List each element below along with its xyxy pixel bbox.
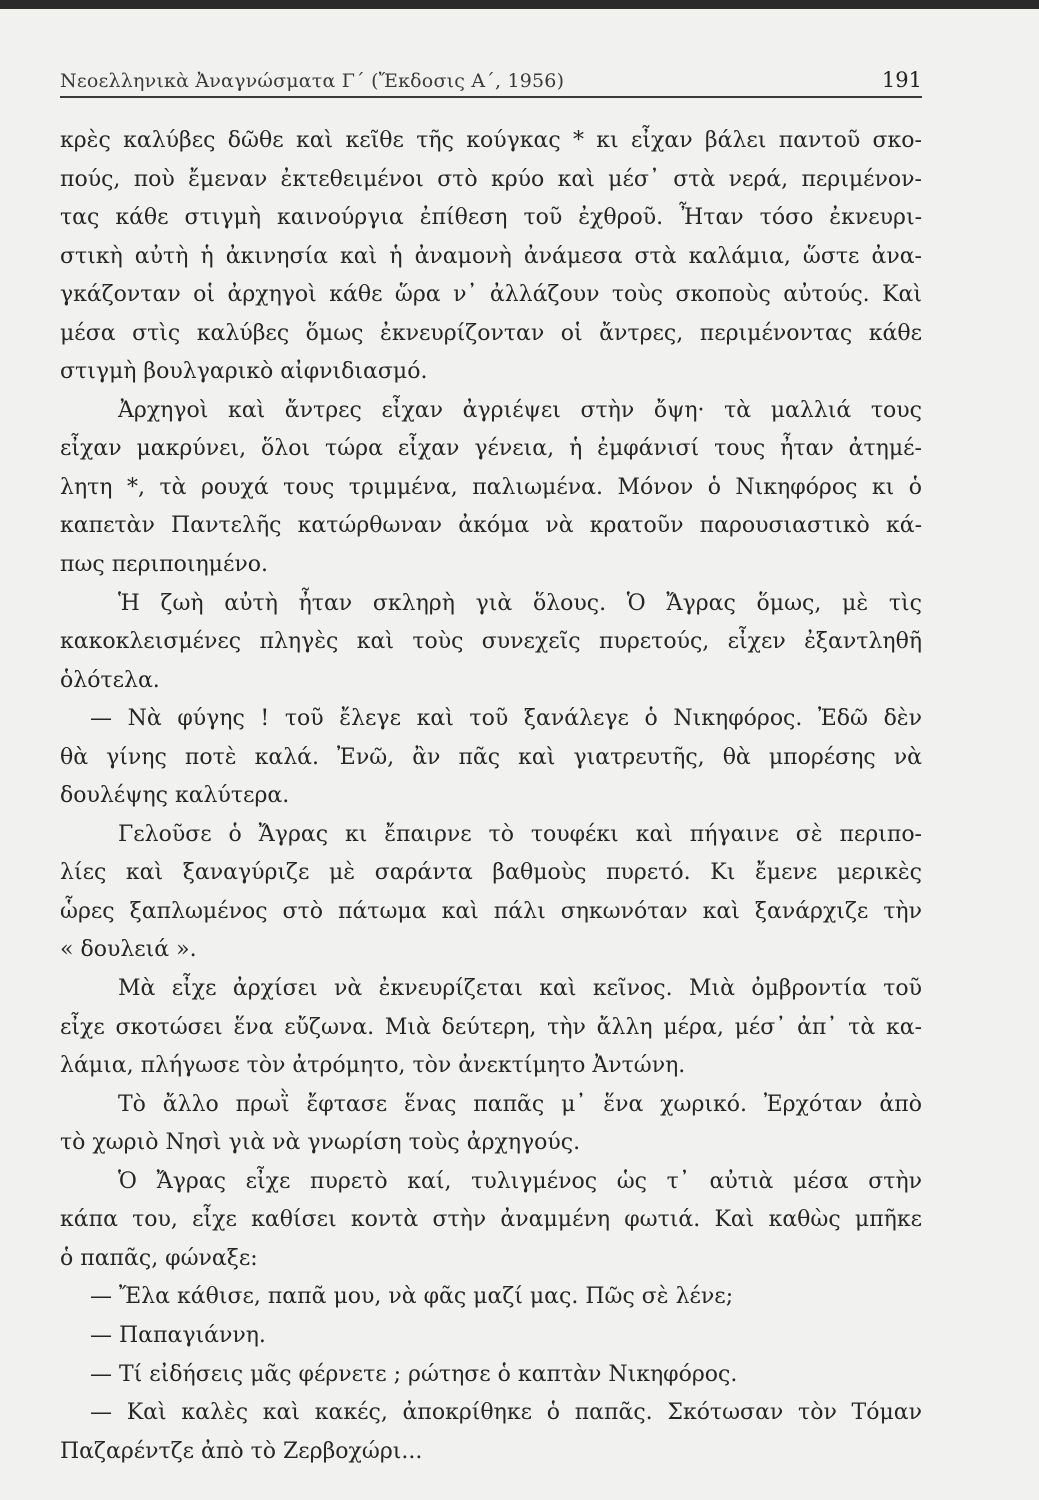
body-text xyxy=(60,122,922,1471)
page-header xyxy=(60,60,922,98)
running-title: Νεοελληνικὰ Ἀναγνώσματα Γ΄ (Ἔκδοσις Α΄, 1956) xyxy=(60,70,565,92)
text-line: λίες καὶ ξαναγύριζε μὲ σαράντα βαθμοὺς πυρετό. Κι ἔμενε μερικὲς xyxy=(60,860,922,886)
dialogue-line: — Τί εἰδήσεις μᾶς φέρνετε ; ρώτησε ὁ καπτὰν Νικηφόρος. xyxy=(90,1361,738,1387)
text-line: εἶχε σκοτώσει ἕνα εὔζωνα. Μιὰ δεύτερη, τὴν ἄλλη μέρα, μέσ᾿ ἀπ᾿ τὰ κα- xyxy=(60,1014,922,1040)
text-line: Ὁ Ἄγρας εἶχε πυρετὸ καί, τυλιγμένος ὡς τ᾿ αὐτιὰ μέσα στὴν xyxy=(118,1168,922,1194)
text-line: καπετὰν Παντελῆς κατώρθωναν ἀκόμα νὰ κρατοῦν παρουσιαστικὸ κά- xyxy=(60,513,922,539)
text-line: πως περιποιημένο. xyxy=(60,552,268,578)
text-line: Παζαρέντζε ἀπὸ τὸ Ζερβοχώρι... xyxy=(60,1438,423,1464)
text-line: κακοκλεισμένες πληγὲς καὶ τοὺς συνεχεῖς πυρετούς, εἶχεν ἐξαντληθῆ xyxy=(60,629,922,655)
text-line: ὁλότελα. xyxy=(60,667,160,693)
text-line: Γελοῦσε ὁ Ἄγρας κι ἔπαιρνε τὸ τουφέκι καὶ πήγαινε σὲ περιπο- xyxy=(118,821,922,847)
text-line: εἶχαν μακρύνει, ὅλοι τώρα εἶχαν γένεια, ἡ ἐμφάνισί τους ἦταν ἀτημέ- xyxy=(60,436,922,462)
text-line: τας κάθε στιγμὴ καινούργια ἐπίθεση τοῦ ἐχθροῦ. Ἦταν τόσο ἐκνευρι- xyxy=(60,205,922,231)
text-line: Μὰ εἶχε ἀρχίσει νὰ ἐκνευρίζεται καὶ κεῖνος. Μιὰ ὀμβροντία τοῦ xyxy=(118,976,922,1002)
text-line: ὧρες ξαπλωμένος στὸ πάτωμα καὶ πάλι σηκωνόταν καὶ ξανάρχιζε τὴν xyxy=(60,898,922,924)
text-line: Τὸ ἄλλο πρωῒ ἔφτασε ἕνας παπᾶς μ᾿ ἕνα χωρικό. Ἐρχόταν ἀπὸ xyxy=(118,1091,922,1117)
dialogue-line: — Νὰ φύγης ! τοῦ ἔλεγε καὶ τοῦ ξανάλεγε ὁ Νικηφόρος. Ἐδῶ δὲν xyxy=(90,706,922,732)
dialogue-line: — Παπαγιάννη. xyxy=(90,1322,266,1348)
text-line: κάπα του, εἶχε καθίσει κοντὰ στὴν ἀναμμένη φωτιά. Καὶ καθὼς μπῆκε xyxy=(60,1207,922,1233)
text-line: τὸ χωριὸ Νησὶ γιὰ νὰ γνωρίση τοὺς ἀρχηγούς. xyxy=(60,1130,581,1156)
text-line: δουλέψης καλύτερα. xyxy=(60,783,290,809)
text-line: Ἡ ζωὴ αὐτὴ ἦταν σκληρὴ γιὰ ὅλους. Ὁ Ἄγρας ὅμως, μὲ τὶς xyxy=(118,590,922,616)
scan-edge xyxy=(0,0,1039,9)
text-line: γκάζονταν οἱ ἀρχηγοὶ κάθε ὥρα ν᾿ ἀλλάζουν τοὺς σκοποὺς αὐτούς. Καὶ xyxy=(60,282,922,308)
text-line: λητη *, τὰ ρουχά τους τριμμένα, παλιωμένα. Μόνον ὁ Νικηφόρος κι ὁ xyxy=(60,474,922,500)
text-line: πούς, ποὺ ἔμεναν ἐκτεθειμένοι στὸ κρύο καὶ μέσ᾿ στὰ νερά, περιμένον- xyxy=(60,166,922,192)
text-line: κρὲς καλύβες δῶθε καὶ κεῖθε τῆς κούγκας * κι εἶχαν βάλει παντοῦ σκο- xyxy=(60,128,922,153)
dialogue-line: — Ἔλα κάθισε, παπᾶ μου, νὰ φᾶς μαζί μας. Πῶς σὲ λένε; xyxy=(90,1284,734,1310)
text-line: στιγμὴ βουλγαρικὸ αἰφνιδιασμό. xyxy=(60,359,428,385)
dialogue-line: — Καὶ καλὲς καὶ κακές, ἀποκρίθηκε ὁ παπᾶς. Σκότωσαν τὸν Τόμαν xyxy=(90,1400,922,1426)
page-number: 191 xyxy=(881,68,922,92)
text-line: « δουλειά ». xyxy=(60,937,197,963)
text-line: μέσα στὶς καλύβες ὅμως ἐκνευρίζονταν οἱ ἄντρες, περιμένοντας κάθε xyxy=(60,320,922,346)
text-line: λάμια, πλήγωσε τὸν ἀτρόμητο, τὸν ἀνεκτίμητο Ἀντώνη. xyxy=(60,1053,686,1079)
text-line: στικὴ αὐτὴ ἡ ἀκινησία καὶ ἡ ἀναμονὴ ἀνάμεσα στὰ καλάμια, ὥστε ἀνα- xyxy=(60,243,922,269)
text-line: θὰ γίνης ποτὲ καλά. Ἐνῶ, ἂν πᾶς καὶ γιατρευτῆς, θὰ μπορέσης νὰ xyxy=(60,744,922,770)
text-line: Ἀρχηγοὶ καὶ ἄντρες εἶχαν ἀγριέψει στὴν ὄψη· τὰ μαλλιά τους xyxy=(118,397,922,423)
text-line: ὁ παπᾶς, φώναξε: xyxy=(60,1245,258,1271)
